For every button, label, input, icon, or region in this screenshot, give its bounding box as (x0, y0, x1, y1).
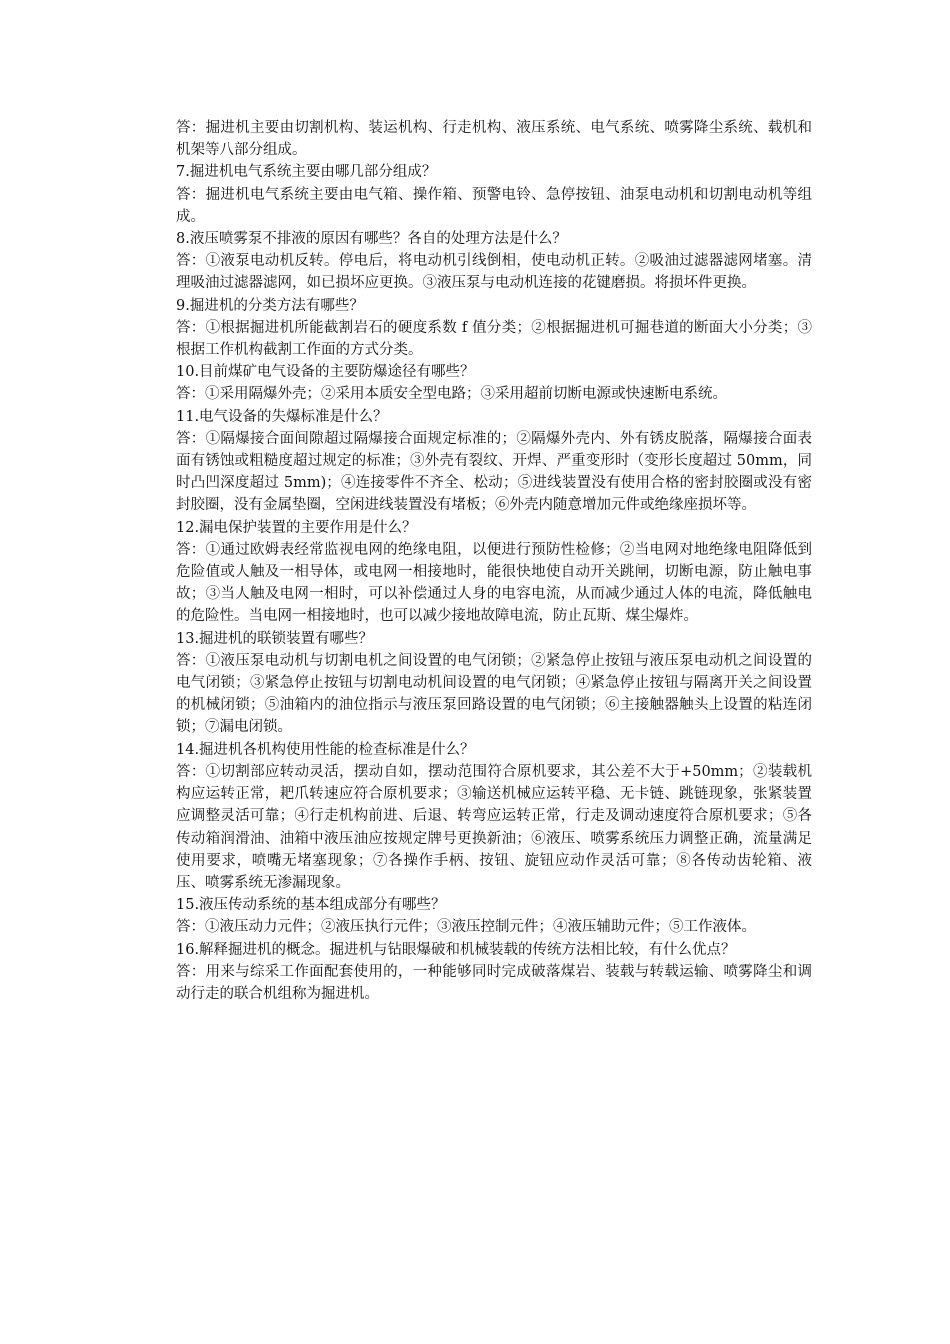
answer-15: 答：①液压动力元件；②液压执行元件；③液压控制元件；④液压辅助元件；⑤工作液体。 (176, 919, 756, 936)
answer-paragraph: 答：掘进机主要由切割机构、装运机构、行走机构、液压系统、电气系统、喷雾降尘系统、载机和机架等八部分组成。 (176, 120, 812, 159)
answer-16: 答：用来与综采工作面配套使用的，一种能够同时完成破落煤岩、装载与转载运输、喷雾降尘和调动行走的联合机组称为掘进机。 (176, 963, 812, 1002)
question-7: 7.掘进机电气系统主要由哪几部分组成？ (176, 164, 437, 181)
answer-10: 答：①采用隔爆外壳；②采用本质安全型电路；③采用超前切断电源或快速断电系统。 (176, 386, 727, 403)
question-12: 12.漏电保护装置的主要作用是什么？ (176, 519, 417, 536)
question-16: 16.解释掘进机的概念。掘进机与钻眼爆破和机械装载的传统方法相比较，有什么优点？ (176, 941, 736, 958)
answer-14: 答：①切割部应转动灵活，摆动自如，摆动范围符合原机要求，其公差不大于+50mm；②装载机构应运转正常，耙爪转速应符合原机要求；③输送机械应运转平稳、无卡链、跳链现象，张紧装置应调整灵活可靠；④行走机构前进、后退、转弯应运转正常，行走及调动速度符合原机要求；⑤各传动箱润滑油、油箱中液压油应按规定牌号更换新油；⑥液压、喷雾系统压力调整正确，流量满足使用要求，喷嘴无堵塞现象；⑦各操作手柄、按钮、旋钮应动作灵活可靠；⑧各传动齿轮箱、液压、喷雾系统无渗漏现象。 (176, 763, 812, 891)
question-10: 10.目前煤矿电气设备的主要防爆途径有哪些？ (176, 364, 475, 381)
document-page (176, 117, 812, 1005)
answer-11: 答：①隔爆接合面间隙超过隔爆接合面规定标准的；②隔爆外壳内、外有锈皮脱落，隔爆接合面表面有锈蚀或粗糙度超过规定的标准；③外壳有裂纹、开焊、严重变形时（变形长度超过 50mm，同时凸凹深度超过 5mm)；④连接零件不齐全、松动；⑤进线装置没有使用合格的密封胶圈或没有密封胶圈，没有金属垫圈，空闲进线装置没有堵板；⑥外壳内随意增加元件或绝缘座损坏等。 (176, 430, 812, 514)
question-14: 14.掘进机各机构使用性能的检查标准是什么？ (176, 741, 475, 758)
question-13: 13.掘进机的联锁装置有哪些？ (176, 630, 374, 647)
question-11: 11.电气设备的失爆标准是什么？ (176, 408, 388, 425)
question-15: 15.液压传动系统的基本组成部分有哪些？ (176, 897, 446, 914)
answer-9: 答：①根据掘进机所能截割岩石的硬度系数 f 值分类；②根据掘进机可掘巷道的断面大小分类；③根据工作机构截割工作面的方式分类。 (176, 319, 812, 359)
question-9: 9.掘进机的分类方法有哪些？ (176, 297, 364, 314)
answer-12: 答：①通过欧姆表经常监视电网的绝缘电阻，以便进行预防性检修；②当电网对地绝缘电阻降低到危险值或人触及一相导体，或电网一相接地时，能很快地使自动开关跳闸，切断电源，防止触电事故；③当人触及电网一相时，可以补偿通过人身的电容电流，从而减少通过人体的电流，降低触电的危险性。当电网一相接地时，也可以减少接地故障电流，防止瓦斯、煤尘爆炸。 (176, 541, 812, 625)
answer-7: 答：掘进机电气系统主要由电气箱、操作箱、预警电铃、急停按钮、油泵电动机和切割电动机等组成。 (176, 186, 812, 225)
question-8: 8.液压喷雾泵不排液的原因有哪些？各自的处理方法是什么？ (176, 231, 567, 248)
answer-8: 答：①液泵电动机反转。停电后，将电动机引线倒相，使电动机正转。②吸油过滤器滤网堵塞。清理吸油过滤器滤网，如已损坏应更换。③液压泵与电动机连接的花键磨损。将损坏件更换。 (176, 253, 812, 292)
answer-13: 答：①液压泵电动机与切割电机之间设置的电气闭锁；②紧急停止按钮与液压泵电动机之间设置的电气闭锁；③紧急停止按钮与切割电动机间设置的电气闭锁；④紧急停止按钮与隔离开关之间设置的机械闭锁；⑤油箱内的油位指示与液压泵回路设置的电气闭锁；⑥主接触器触头上设置的粘连闭锁；⑦漏电闭锁。 (176, 652, 812, 736)
